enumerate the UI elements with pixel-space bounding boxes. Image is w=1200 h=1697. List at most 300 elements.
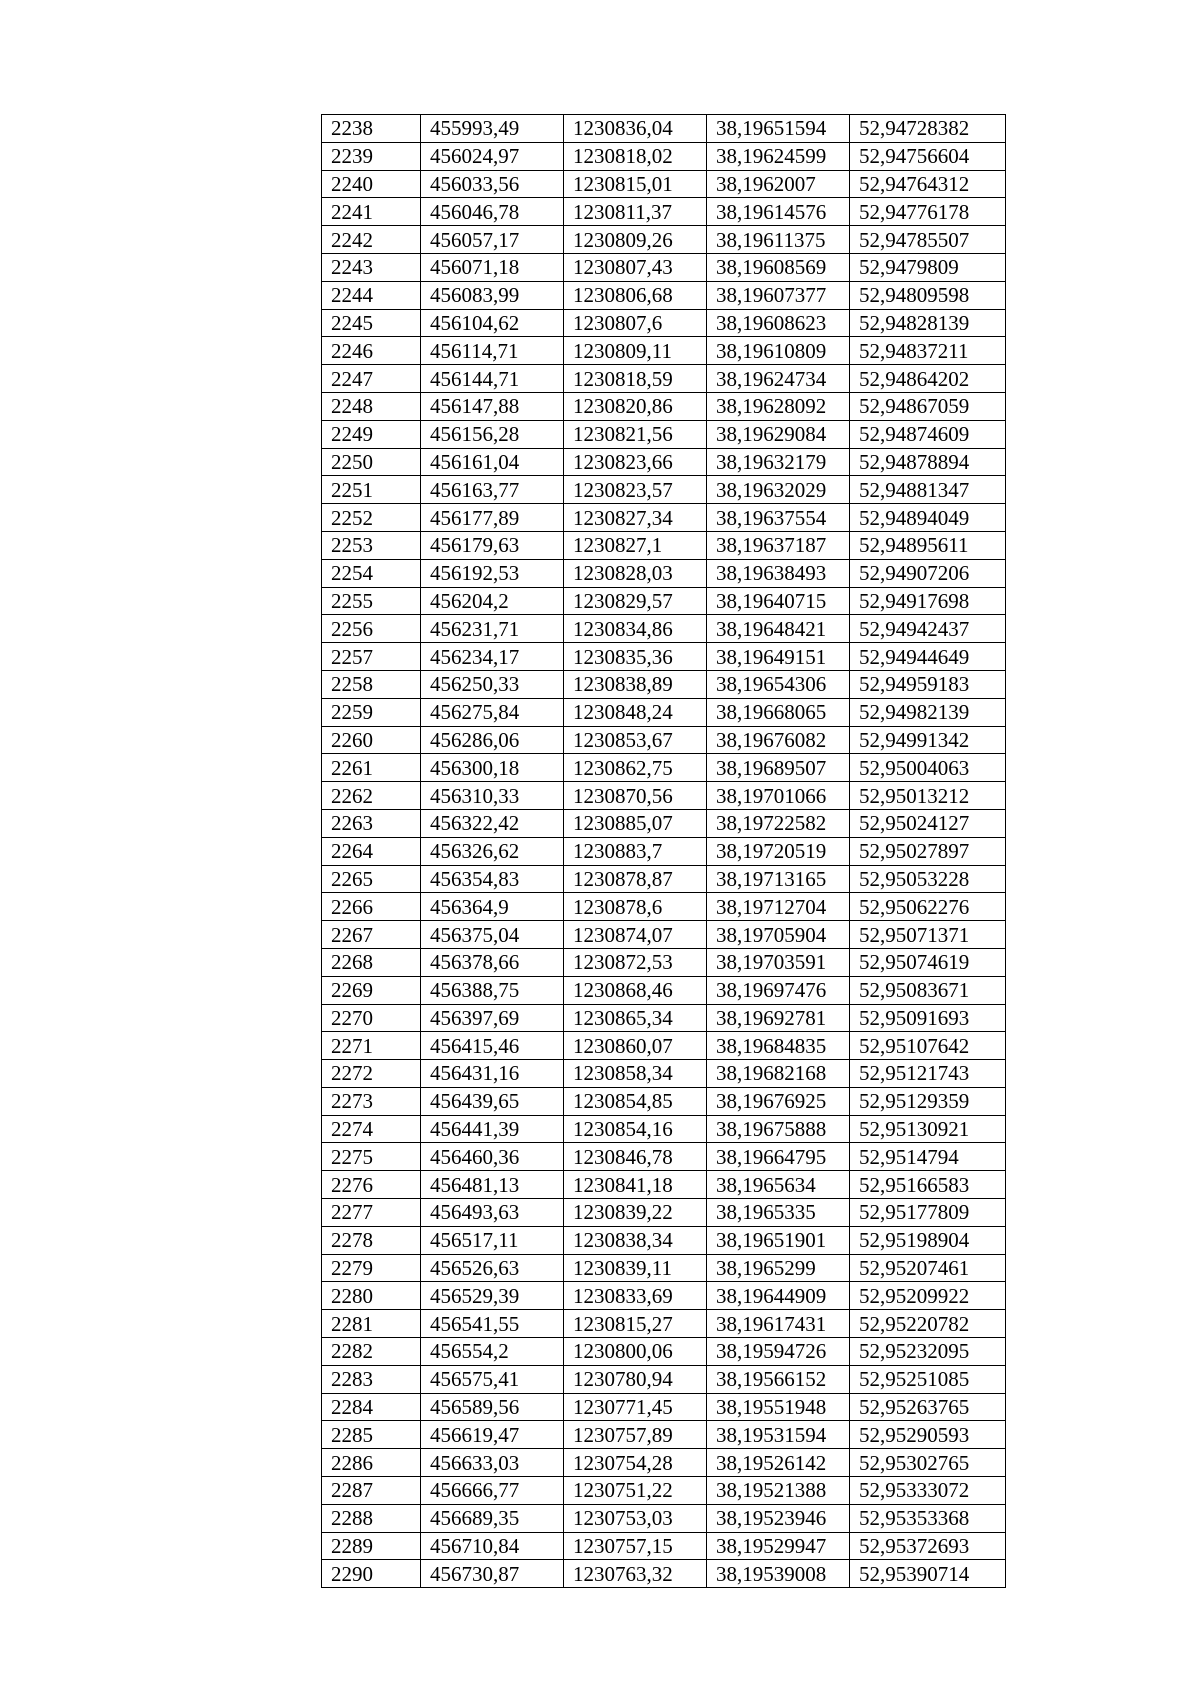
latitude-cell: 52,94785507 (850, 226, 1006, 254)
y-coordinate-cell: 1230771,45 (564, 1393, 707, 1421)
x-coordinate-cell: 456057,17 (421, 226, 564, 254)
y-coordinate-cell: 1230809,11 (564, 337, 707, 365)
latitude-cell: 52,95177809 (850, 1199, 1006, 1227)
table-row (322, 198, 1006, 226)
y-coordinate-cell: 1230815,01 (564, 170, 707, 198)
coordinates-table (321, 114, 1006, 1588)
table-row (322, 1032, 1006, 1060)
point-number-cell: 2248 (322, 392, 421, 420)
longitude-cell: 38,19607377 (707, 281, 850, 309)
table-row (322, 1282, 1006, 1310)
x-coordinate-cell: 456388,75 (421, 976, 564, 1004)
longitude-cell: 38,19676925 (707, 1087, 850, 1115)
y-coordinate-cell: 1230807,43 (564, 253, 707, 281)
point-number-cell: 2247 (322, 365, 421, 393)
longitude-cell: 38,19637554 (707, 504, 850, 532)
latitude-cell: 52,95251085 (850, 1365, 1006, 1393)
y-coordinate-cell: 1230841,18 (564, 1171, 707, 1199)
table-row (322, 504, 1006, 532)
x-coordinate-cell: 456375,04 (421, 921, 564, 949)
table-row (322, 337, 1006, 365)
y-coordinate-cell: 1230780,94 (564, 1365, 707, 1393)
longitude-cell: 38,19648421 (707, 615, 850, 643)
point-number-cell: 2256 (322, 615, 421, 643)
point-number-cell: 2259 (322, 698, 421, 726)
table-row (322, 1365, 1006, 1393)
x-coordinate-cell: 456310,33 (421, 782, 564, 810)
x-coordinate-cell: 456275,84 (421, 698, 564, 726)
y-coordinate-cell: 1230754,28 (564, 1449, 707, 1477)
point-number-cell: 2241 (322, 198, 421, 226)
y-coordinate-cell: 1230829,57 (564, 587, 707, 615)
longitude-cell: 38,19675888 (707, 1115, 850, 1143)
longitude-cell: 38,19676082 (707, 726, 850, 754)
table-row (322, 837, 1006, 865)
table-row (322, 1060, 1006, 1088)
table-row (322, 1115, 1006, 1143)
longitude-cell: 38,19566152 (707, 1365, 850, 1393)
latitude-cell: 52,94944649 (850, 643, 1006, 671)
x-coordinate-cell: 456286,06 (421, 726, 564, 754)
x-coordinate-cell: 456104,62 (421, 309, 564, 337)
longitude-cell: 38,19664795 (707, 1143, 850, 1171)
table-row (322, 1560, 1006, 1588)
longitude-cell: 38,19722582 (707, 809, 850, 837)
y-coordinate-cell: 1230878,87 (564, 865, 707, 893)
longitude-cell: 38,19523946 (707, 1504, 850, 1532)
table-row (322, 531, 1006, 559)
y-coordinate-cell: 1230870,56 (564, 782, 707, 810)
point-number-cell: 2280 (322, 1282, 421, 1310)
longitude-cell: 38,19713165 (707, 865, 850, 893)
point-number-cell: 2239 (322, 142, 421, 170)
longitude-cell: 38,19712704 (707, 893, 850, 921)
longitude-cell: 38,19703591 (707, 948, 850, 976)
y-coordinate-cell: 1230838,89 (564, 670, 707, 698)
table-row (322, 782, 1006, 810)
coordinates-table-body (322, 115, 1006, 1588)
x-coordinate-cell: 456326,62 (421, 837, 564, 865)
latitude-cell: 52,95390714 (850, 1560, 1006, 1588)
latitude-cell: 52,95129359 (850, 1087, 1006, 1115)
y-coordinate-cell: 1230883,7 (564, 837, 707, 865)
x-coordinate-cell: 456177,89 (421, 504, 564, 532)
longitude-cell: 38,1965634 (707, 1171, 850, 1199)
point-number-cell: 2283 (322, 1365, 421, 1393)
latitude-cell: 52,95130921 (850, 1115, 1006, 1143)
point-number-cell: 2261 (322, 754, 421, 782)
y-coordinate-cell: 1230751,22 (564, 1477, 707, 1505)
table-row (322, 809, 1006, 837)
x-coordinate-cell: 456354,83 (421, 865, 564, 893)
point-number-cell: 2240 (322, 170, 421, 198)
point-number-cell: 2281 (322, 1310, 421, 1338)
latitude-cell: 52,94907206 (850, 559, 1006, 587)
point-number-cell: 2279 (322, 1254, 421, 1282)
point-number-cell: 2245 (322, 309, 421, 337)
longitude-cell: 38,19668065 (707, 698, 850, 726)
latitude-cell: 52,95083671 (850, 976, 1006, 1004)
x-coordinate-cell: 456397,69 (421, 1004, 564, 1032)
longitude-cell: 38,19608623 (707, 309, 850, 337)
latitude-cell: 52,95071371 (850, 921, 1006, 949)
longitude-cell: 38,19705904 (707, 921, 850, 949)
y-coordinate-cell: 1230854,16 (564, 1115, 707, 1143)
point-number-cell: 2251 (322, 476, 421, 504)
y-coordinate-cell: 1230763,32 (564, 1560, 707, 1588)
latitude-cell: 52,95074619 (850, 948, 1006, 976)
table-row (322, 476, 1006, 504)
x-coordinate-cell: 456046,78 (421, 198, 564, 226)
x-coordinate-cell: 456493,63 (421, 1199, 564, 1227)
x-coordinate-cell: 456300,18 (421, 754, 564, 782)
y-coordinate-cell: 1230820,86 (564, 392, 707, 420)
y-coordinate-cell: 1230827,34 (564, 504, 707, 532)
latitude-cell: 52,94942437 (850, 615, 1006, 643)
table-row (322, 309, 1006, 337)
longitude-cell: 38,19638493 (707, 559, 850, 587)
longitude-cell: 38,19644909 (707, 1282, 850, 1310)
y-coordinate-cell: 1230753,03 (564, 1504, 707, 1532)
y-coordinate-cell: 1230834,86 (564, 615, 707, 643)
x-coordinate-cell: 456541,55 (421, 1310, 564, 1338)
y-coordinate-cell: 1230835,36 (564, 643, 707, 671)
latitude-cell: 52,94874609 (850, 420, 1006, 448)
table-row (322, 1310, 1006, 1338)
point-number-cell: 2262 (322, 782, 421, 810)
x-coordinate-cell: 455993,49 (421, 115, 564, 143)
y-coordinate-cell: 1230815,27 (564, 1310, 707, 1338)
x-coordinate-cell: 456083,99 (421, 281, 564, 309)
table-row (322, 559, 1006, 587)
longitude-cell: 38,19529947 (707, 1532, 850, 1560)
table-row (322, 670, 1006, 698)
latitude-cell: 52,95027897 (850, 837, 1006, 865)
x-coordinate-cell: 456114,71 (421, 337, 564, 365)
longitude-cell: 38,1962007 (707, 170, 850, 198)
point-number-cell: 2243 (322, 253, 421, 281)
y-coordinate-cell: 1230836,04 (564, 115, 707, 143)
latitude-cell: 52,94894049 (850, 504, 1006, 532)
longitude-cell: 38,19624599 (707, 142, 850, 170)
table-row (322, 754, 1006, 782)
latitude-cell: 52,95333072 (850, 1477, 1006, 1505)
latitude-cell: 52,95013212 (850, 782, 1006, 810)
x-coordinate-cell: 456179,63 (421, 531, 564, 559)
x-coordinate-cell: 456633,03 (421, 1449, 564, 1477)
longitude-cell: 38,19640715 (707, 587, 850, 615)
table-row (322, 115, 1006, 143)
x-coordinate-cell: 456071,18 (421, 253, 564, 281)
x-coordinate-cell: 456378,66 (421, 948, 564, 976)
x-coordinate-cell: 456033,56 (421, 170, 564, 198)
x-coordinate-cell: 456526,63 (421, 1254, 564, 1282)
table-row (322, 1171, 1006, 1199)
x-coordinate-cell: 456024,97 (421, 142, 564, 170)
latitude-cell: 52,94776178 (850, 198, 1006, 226)
longitude-cell: 38,19684835 (707, 1032, 850, 1060)
longitude-cell: 38,19521388 (707, 1477, 850, 1505)
x-coordinate-cell: 456439,65 (421, 1087, 564, 1115)
latitude-cell: 52,9514794 (850, 1143, 1006, 1171)
point-number-cell: 2284 (322, 1393, 421, 1421)
table-row (322, 1449, 1006, 1477)
x-coordinate-cell: 456689,35 (421, 1504, 564, 1532)
table-row (322, 142, 1006, 170)
table-row (322, 921, 1006, 949)
table-row (322, 1504, 1006, 1532)
y-coordinate-cell: 1230807,6 (564, 309, 707, 337)
longitude-cell: 38,19551948 (707, 1393, 850, 1421)
x-coordinate-cell: 456589,56 (421, 1393, 564, 1421)
y-coordinate-cell: 1230860,07 (564, 1032, 707, 1060)
longitude-cell: 38,19651594 (707, 115, 850, 143)
table-row (322, 1143, 1006, 1171)
latitude-cell: 52,94809598 (850, 281, 1006, 309)
table-row (322, 726, 1006, 754)
table-row (322, 1338, 1006, 1366)
point-number-cell: 2286 (322, 1449, 421, 1477)
point-number-cell: 2275 (322, 1143, 421, 1171)
x-coordinate-cell: 456666,77 (421, 1477, 564, 1505)
longitude-cell: 38,19624734 (707, 365, 850, 393)
table-row (322, 865, 1006, 893)
table-row (322, 281, 1006, 309)
point-number-cell: 2238 (322, 115, 421, 143)
latitude-cell: 52,94982139 (850, 698, 1006, 726)
point-number-cell: 2244 (322, 281, 421, 309)
table-row (322, 448, 1006, 476)
x-coordinate-cell: 456234,17 (421, 643, 564, 671)
x-coordinate-cell: 456192,53 (421, 559, 564, 587)
table-row (322, 698, 1006, 726)
longitude-cell: 38,19697476 (707, 976, 850, 1004)
longitude-cell: 38,19682168 (707, 1060, 850, 1088)
table-row (322, 1421, 1006, 1449)
point-number-cell: 2255 (322, 587, 421, 615)
x-coordinate-cell: 456231,71 (421, 615, 564, 643)
x-coordinate-cell: 456710,84 (421, 1532, 564, 1560)
table-row (322, 643, 1006, 671)
y-coordinate-cell: 1230868,46 (564, 976, 707, 1004)
point-number-cell: 2273 (322, 1087, 421, 1115)
latitude-cell: 52,95232095 (850, 1338, 1006, 1366)
x-coordinate-cell: 456575,41 (421, 1365, 564, 1393)
y-coordinate-cell: 1230828,03 (564, 559, 707, 587)
table-row (322, 253, 1006, 281)
latitude-cell: 52,94895611 (850, 531, 1006, 559)
latitude-cell: 52,95220782 (850, 1310, 1006, 1338)
longitude-cell: 38,19629084 (707, 420, 850, 448)
point-number-cell: 2263 (322, 809, 421, 837)
point-number-cell: 2260 (322, 726, 421, 754)
latitude-cell: 52,95121743 (850, 1060, 1006, 1088)
point-number-cell: 2253 (322, 531, 421, 559)
longitude-cell: 38,19720519 (707, 837, 850, 865)
table-row (322, 615, 1006, 643)
x-coordinate-cell: 456147,88 (421, 392, 564, 420)
x-coordinate-cell: 456481,13 (421, 1171, 564, 1199)
table-row (322, 1226, 1006, 1254)
longitude-cell: 38,19637187 (707, 531, 850, 559)
y-coordinate-cell: 1230874,07 (564, 921, 707, 949)
longitude-cell: 38,1965335 (707, 1199, 850, 1227)
y-coordinate-cell: 1230848,24 (564, 698, 707, 726)
latitude-cell: 52,94959183 (850, 670, 1006, 698)
y-coordinate-cell: 1230827,1 (564, 531, 707, 559)
latitude-cell: 52,94864202 (850, 365, 1006, 393)
y-coordinate-cell: 1230865,34 (564, 1004, 707, 1032)
point-number-cell: 2289 (322, 1532, 421, 1560)
point-number-cell: 2257 (322, 643, 421, 671)
latitude-cell: 52,94991342 (850, 726, 1006, 754)
x-coordinate-cell: 456460,36 (421, 1143, 564, 1171)
table-row (322, 226, 1006, 254)
x-coordinate-cell: 456156,28 (421, 420, 564, 448)
x-coordinate-cell: 456144,71 (421, 365, 564, 393)
point-number-cell: 2270 (322, 1004, 421, 1032)
longitude-cell: 38,19539008 (707, 1560, 850, 1588)
latitude-cell: 52,94878894 (850, 448, 1006, 476)
point-number-cell: 2250 (322, 448, 421, 476)
y-coordinate-cell: 1230806,68 (564, 281, 707, 309)
y-coordinate-cell: 1230757,89 (564, 1421, 707, 1449)
y-coordinate-cell: 1230854,85 (564, 1087, 707, 1115)
x-coordinate-cell: 456431,16 (421, 1060, 564, 1088)
point-number-cell: 2268 (322, 948, 421, 976)
point-number-cell: 2242 (322, 226, 421, 254)
x-coordinate-cell: 456322,42 (421, 809, 564, 837)
latitude-cell: 52,95302765 (850, 1449, 1006, 1477)
table-row (322, 1477, 1006, 1505)
x-coordinate-cell: 456204,2 (421, 587, 564, 615)
y-coordinate-cell: 1230823,66 (564, 448, 707, 476)
table-row (322, 1199, 1006, 1227)
table-row (322, 948, 1006, 976)
y-coordinate-cell: 1230823,57 (564, 476, 707, 504)
y-coordinate-cell: 1230821,56 (564, 420, 707, 448)
table-row (322, 1087, 1006, 1115)
table-row (322, 1004, 1006, 1032)
latitude-cell: 52,94756604 (850, 142, 1006, 170)
y-coordinate-cell: 1230862,75 (564, 754, 707, 782)
longitude-cell: 38,1965299 (707, 1254, 850, 1282)
point-number-cell: 2269 (322, 976, 421, 1004)
x-coordinate-cell: 456529,39 (421, 1282, 564, 1310)
point-number-cell: 2264 (322, 837, 421, 865)
point-number-cell: 2252 (322, 504, 421, 532)
latitude-cell: 52,95004063 (850, 754, 1006, 782)
point-number-cell: 2272 (322, 1060, 421, 1088)
longitude-cell: 38,19692781 (707, 1004, 850, 1032)
table-row (322, 587, 1006, 615)
longitude-cell: 38,19531594 (707, 1421, 850, 1449)
y-coordinate-cell: 1230872,53 (564, 948, 707, 976)
y-coordinate-cell: 1230885,07 (564, 809, 707, 837)
point-number-cell: 2254 (322, 559, 421, 587)
y-coordinate-cell: 1230858,34 (564, 1060, 707, 1088)
latitude-cell: 52,94837211 (850, 337, 1006, 365)
y-coordinate-cell: 1230818,59 (564, 365, 707, 393)
x-coordinate-cell: 456441,39 (421, 1115, 564, 1143)
latitude-cell: 52,95053228 (850, 865, 1006, 893)
y-coordinate-cell: 1230853,67 (564, 726, 707, 754)
x-coordinate-cell: 456619,47 (421, 1421, 564, 1449)
table-row (322, 170, 1006, 198)
longitude-cell: 38,19701066 (707, 782, 850, 810)
longitude-cell: 38,19611375 (707, 226, 850, 254)
latitude-cell: 52,94828139 (850, 309, 1006, 337)
point-number-cell: 2246 (322, 337, 421, 365)
point-number-cell: 2288 (322, 1504, 421, 1532)
point-number-cell: 2258 (322, 670, 421, 698)
y-coordinate-cell: 1230838,34 (564, 1226, 707, 1254)
x-coordinate-cell: 456730,87 (421, 1560, 564, 1588)
point-number-cell: 2249 (322, 420, 421, 448)
y-coordinate-cell: 1230811,37 (564, 198, 707, 226)
latitude-cell: 52,94728382 (850, 115, 1006, 143)
point-number-cell: 2290 (322, 1560, 421, 1588)
x-coordinate-cell: 456163,77 (421, 476, 564, 504)
table-row (322, 893, 1006, 921)
latitude-cell: 52,95091693 (850, 1004, 1006, 1032)
latitude-cell: 52,94764312 (850, 170, 1006, 198)
latitude-cell: 52,9479809 (850, 253, 1006, 281)
latitude-cell: 52,95198904 (850, 1226, 1006, 1254)
table-row (322, 420, 1006, 448)
latitude-cell: 52,95107642 (850, 1032, 1006, 1060)
x-coordinate-cell: 456415,46 (421, 1032, 564, 1060)
latitude-cell: 52,94881347 (850, 476, 1006, 504)
x-coordinate-cell: 456250,33 (421, 670, 564, 698)
table-row (322, 365, 1006, 393)
latitude-cell: 52,94867059 (850, 392, 1006, 420)
longitude-cell: 38,19651901 (707, 1226, 850, 1254)
y-coordinate-cell: 1230818,02 (564, 142, 707, 170)
x-coordinate-cell: 456364,9 (421, 893, 564, 921)
longitude-cell: 38,19594726 (707, 1338, 850, 1366)
point-number-cell: 2265 (322, 865, 421, 893)
y-coordinate-cell: 1230878,6 (564, 893, 707, 921)
x-coordinate-cell: 456517,11 (421, 1226, 564, 1254)
table-row (322, 1532, 1006, 1560)
latitude-cell: 52,95207461 (850, 1254, 1006, 1282)
latitude-cell: 52,95024127 (850, 809, 1006, 837)
y-coordinate-cell: 1230800,06 (564, 1338, 707, 1366)
point-number-cell: 2278 (322, 1226, 421, 1254)
y-coordinate-cell: 1230846,78 (564, 1143, 707, 1171)
point-number-cell: 2282 (322, 1338, 421, 1366)
latitude-cell: 52,95263765 (850, 1393, 1006, 1421)
y-coordinate-cell: 1230839,11 (564, 1254, 707, 1282)
longitude-cell: 38,19654306 (707, 670, 850, 698)
point-number-cell: 2267 (322, 921, 421, 949)
latitude-cell: 52,95290593 (850, 1421, 1006, 1449)
point-number-cell: 2287 (322, 1477, 421, 1505)
table-row (322, 1254, 1006, 1282)
table-row (322, 1393, 1006, 1421)
longitude-cell: 38,19608569 (707, 253, 850, 281)
x-coordinate-cell: 456161,04 (421, 448, 564, 476)
y-coordinate-cell: 1230839,22 (564, 1199, 707, 1227)
point-number-cell: 2271 (322, 1032, 421, 1060)
latitude-cell: 52,94917698 (850, 587, 1006, 615)
point-number-cell: 2285 (322, 1421, 421, 1449)
latitude-cell: 52,95209922 (850, 1282, 1006, 1310)
table-row (322, 976, 1006, 1004)
x-coordinate-cell: 456554,2 (421, 1338, 564, 1366)
longitude-cell: 38,19610809 (707, 337, 850, 365)
